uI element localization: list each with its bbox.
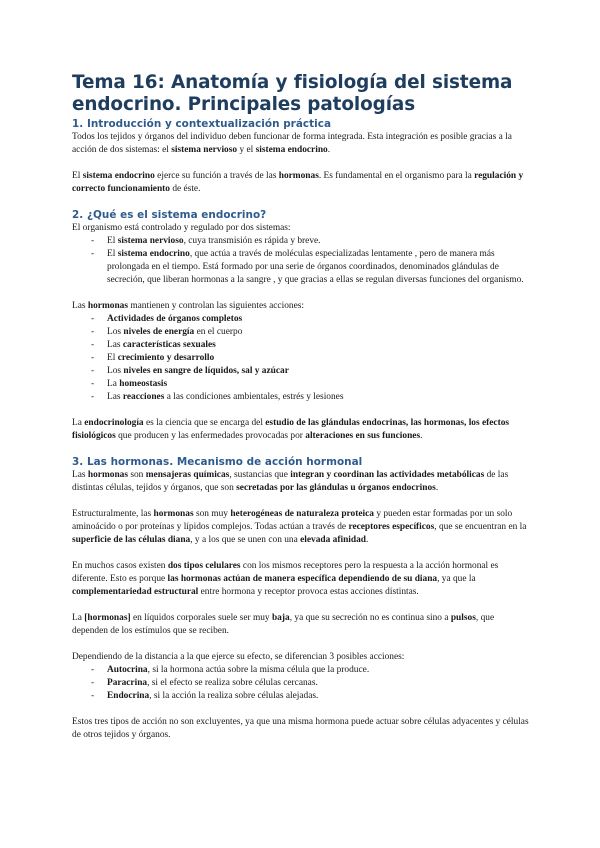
list-item: - Los niveles de energía en el cuerpo — [91, 327, 243, 337]
list-item: - Las reacciones a las condiciones ambientales, estrés y lesiones — [91, 392, 344, 402]
list-item: - Endocrina, si la acción la realiza sobre células alejadas. — [91, 691, 319, 701]
list-item: - El crecimiento y desarrollo — [91, 353, 215, 363]
section-3-heading: 3. Las hormonas. Mecanismo de acción hormonal — [72, 456, 363, 468]
list-item: - Paracrina, si el efecto se realiza sobre células cercanas. — [91, 678, 318, 688]
section-2-heading: 2. ¿Qué es el sistema endocrino? — [72, 209, 267, 221]
s3-paragraph-5: Dependiendo de la distancia a la que ejerce su efecto, se diferencian 3 posibles acciones: — [72, 652, 405, 662]
s3-paragraph-1: Las hormonas son mensajeras químicas, sustancias que integran y coordinan las actividades metabólicas de las distintas células, tejidos y órganos, que son secretadas por las glándulas u órganos endocrinos. — [72, 470, 509, 493]
list-item: - Las características sexuales — [91, 340, 216, 350]
s3-paragraph-6: Estos tres tipos de acción no son excluyentes, ya que una misma hormona puede actuar sobre células adyacentes y células de otros tejidos y órganos. — [72, 717, 529, 740]
s1-paragraph-1: Todos los tejidos y órganos del individuo deben funcionar de forma integrada. Esta integración es posible gracias a la acción de dos sistemas: el sistema nervioso y el sistema endocrino. — [72, 132, 512, 155]
s1-paragraph-2: El sistema endocrino ejerce su función a través de las hormonas. Es fundamental en el organismo para la regulación y correcto funcionamiento de éste. — [72, 171, 524, 194]
s2-paragraph-2: Las hormonas mantienen y controlan las siguientes acciones: — [72, 301, 304, 311]
actions-list — [72, 313, 530, 404]
list-item: - El sistema nervioso, cuya transmisión es rápida y breve. — [91, 236, 321, 246]
list-item: - Actividades de órganos completos — [91, 314, 243, 324]
section-1-heading: 1. Introducción y contextualización práctica — [72, 118, 332, 130]
s3-paragraph-2: Estructuralmente, las hormonas son muy heterogéneas de naturaleza proteica y pueden estar formadas por un solo aminoácido o por proteínas y lípidos complejos. Todas actúan a través de receptores específicos, que se encuentran en la superficie de las células diana, y a los que se unen con una elevada afinidad. — [72, 509, 527, 545]
s3-paragraph-4: La [hormonas] en líquidos corporales suele ser muy baja, ya que su secreción no es continua sino a pulsos, que dependen de los estímulos que se reciben. — [72, 613, 495, 636]
s2-intro: El organismo está controlado y regulado por dos sistemas: — [72, 223, 291, 233]
s2-paragraph-3: La endocrinología es la ciencia que se encarga del estudio de las glándulas endocrinas, las hormonas, los efectos fisiológicos que producen y las enfermedades provocadas por alteraciones en sus funciones. — [72, 418, 510, 441]
s3-paragraph-3: En muchos casos existen dos tipos celulares con los mismos receptores pero la respuesta a la acción hormonal es diferente. Esto es porque las hormonas actúan de manera específica dependiendo de su diana, ya que la complementariedad estructural entre hormona y receptor provoca estas acciones distintas. — [72, 561, 499, 597]
document-title: Tema 16: Anatomía y fisiología del sistema endocrino. Principales patologías — [72, 72, 513, 115]
list-item: - Autocrina, si la hormona actúa sobre la misma célula que la produce. — [91, 665, 370, 675]
list-item: - Los niveles en sangre de líquidos, sal y azúcar — [91, 366, 289, 376]
action-types-list — [72, 664, 530, 703]
systems-list — [72, 235, 530, 287]
list-item: - La homeostasis — [91, 379, 168, 389]
list-item: - El sistema endocrino, que actúa a través de moléculas especializadas lentamente , pero de manera más prolongada en el tiempo. Está formado por una serie de órganos coordinados, denominados glándulas de secreción, que liberan hormonas a la sangre , y que gracias a ellas se regulan diversas funciones del organismo. — [91, 249, 524, 285]
